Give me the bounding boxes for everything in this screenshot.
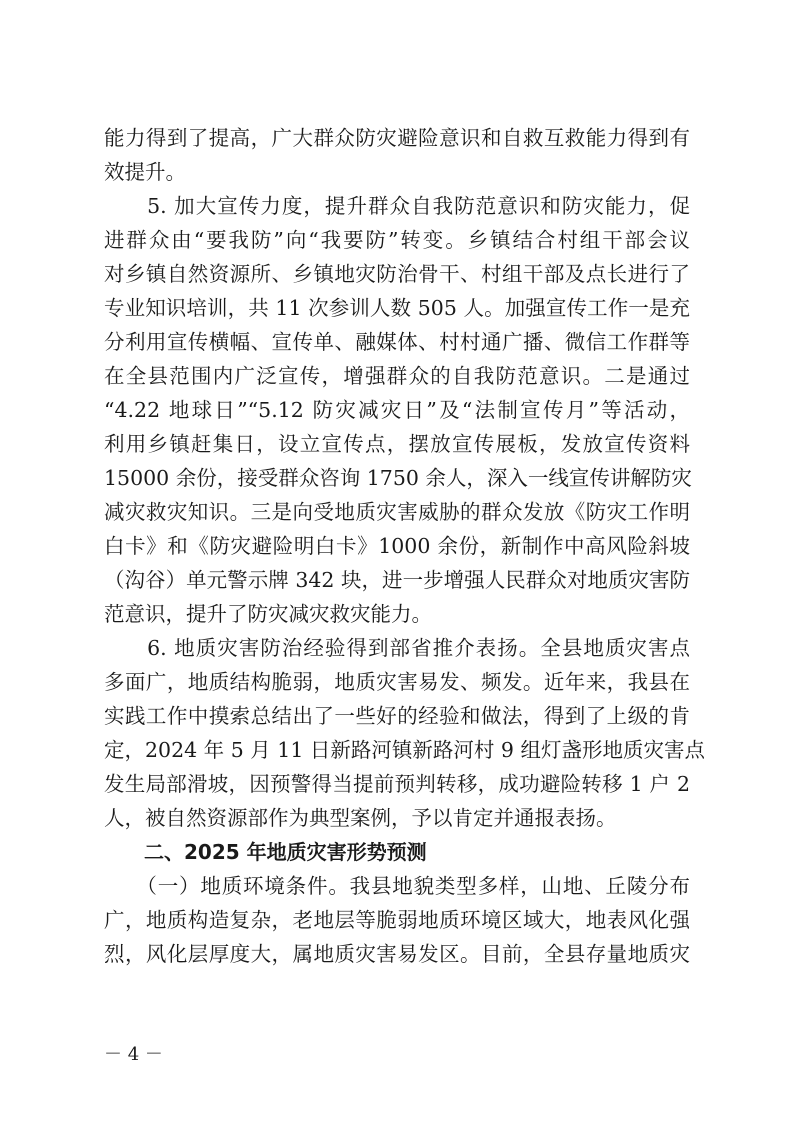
text-line: 专业知识培训，共 11 次参训人数 505 人。加强宣传工作一是充 xyxy=(104,296,690,320)
text-line: 人，被自然资源部作为典型案例，予以肯定并通报表扬。 xyxy=(104,806,617,830)
text-line: 进群众由“要我防”向“我要防”转变。乡镇结合村组干部会议 xyxy=(104,228,690,252)
text-line: “4.22 地球日”“5.12 防灾减灾日”及“法制宣传月”等活动， xyxy=(104,398,690,422)
page-number: － 4 － xyxy=(104,1044,163,1065)
text-line: 烈，风化层厚度大，属地质灾害易发区。目前，全县存量地质灾 xyxy=(104,942,690,966)
text-line: 范意识，提升了防灾减灾救灾能力。 xyxy=(104,602,432,626)
text-line: 15000 余份，接受群众咨询 1750 余人，深入一线宣传讲解防灾 xyxy=(104,466,692,490)
text-line: 发生局部滑坡，因预警得当提前预判转移，成功避险转移 1 户 2 xyxy=(104,772,690,796)
text-line: 5. 加大宣传力度，提升群众自我防范意识和防灾能力，促 xyxy=(104,194,690,218)
text-line: 减灾救灾知识。三是向受地质灾害威胁的群众发放《防灾工作明 xyxy=(104,500,690,524)
text-line: 定，2024 年 5 月 11 日新路河镇新路河村 9 组灯盏形地质灾害点 xyxy=(104,738,705,762)
text-line: 效提升。 xyxy=(104,160,186,184)
text-line: 分利用宣传横幅、宣传单、融媒体、村村通广播、微信工作群等 xyxy=(104,330,690,354)
section-heading: 二、2025 年地质灾害形势预测 xyxy=(104,840,427,864)
text-line: 实践工作中摸索总结出了一些好的经验和做法，得到了上级的肯 xyxy=(104,704,690,728)
text-line: 多面广，地质结构脆弱，地质灾害易发、频发。近年来，我县在 xyxy=(104,670,690,694)
text-line: 6. 地质灾害防治经验得到部省推介表扬。全县地质灾害点 xyxy=(104,636,690,660)
text-line: （一）地质环境条件。我县地貌类型多样，山地、丘陵分布 xyxy=(104,874,690,898)
text-line: （沟谷）单元警示牌 342 块，进一步增强人民群众对地质灾害防 xyxy=(104,568,690,592)
text-line: 在全县范围内广泛宣传，增强群众的自我防范意识。二是通过 xyxy=(104,364,690,388)
text-line: 白卡》和《防灾避险明白卡》1000 余份，新制作中高风险斜坡 xyxy=(104,534,690,558)
text-line: 能力得到了提高，广大群众防灾避险意识和自救互救能力得到有 xyxy=(104,126,690,150)
text-line: 对乡镇自然资源所、乡镇地灾防治骨干、村组干部及点长进行了 xyxy=(104,262,690,286)
text-line: 利用乡镇赶集日，设立宣传点，摆放宣传展板，发放宣传资料 xyxy=(104,432,690,456)
text-line: 广，地质构造复杂，老地层等脆弱地质环境区域大，地表风化强 xyxy=(104,908,690,932)
